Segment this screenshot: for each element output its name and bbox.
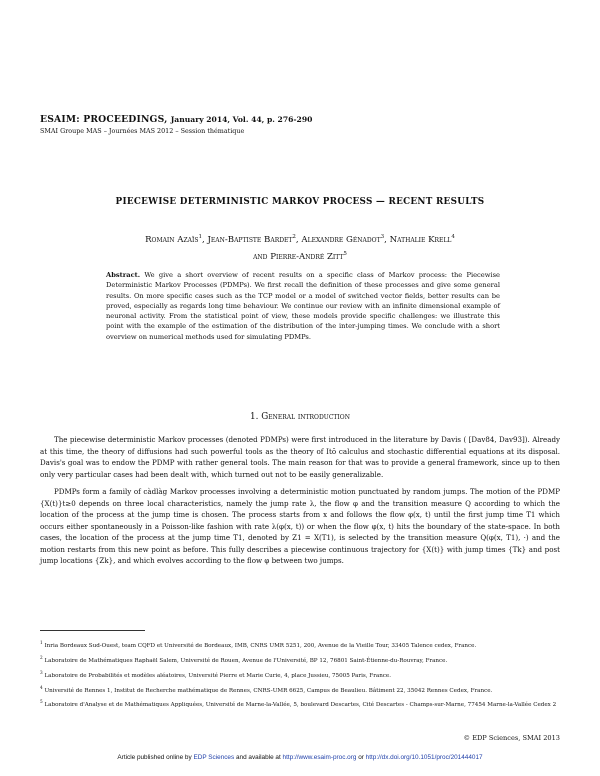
copyright-notice: © EDP Sciences, SMAI 2013	[463, 734, 560, 742]
journal-subline: SMAI Groupe MAS – Journées MAS 2012 – Session thématique	[40, 127, 245, 135]
footnote-text: Laboratoire de Mathématiques Raphaël Salem, Université de Rouen, Avenue de l'Université, BP 12, 76801 Saint-Étienne-du-Rouvray, France.	[44, 657, 448, 664]
author-name: Nathalie Krell	[389, 234, 452, 245]
paragraph-text: PDMPs form a family of càdlàg Markov processes involving a deterministic motion punctuated by random jumps. The motion of the PDMP {X(t)}t≥0 depends on three local characteristics, namely the jump rate λ, the flow φ and the transition measure Q according to which the location of the process at the jump time is chosen. The process starts from x and follows the flow φ(x, t) until the first jump time T1 which occurs either spontaneously in a Poisson-like fashion with rate λ(φ(x, t)) or when the flow φ(x, t) hits the boundary of the state-space. In both cases, the location of the process at the jump time T1, denoted by Z1 = X(T1), is selected by the transition measure Q(φ(x, T1), ·) and the motion restarts from this new point as before. This fully describes a piecewise continuous trajectory for {X(t)} with jump times {Tk} and post jump locations {Zk}, and which evolves according to the flow φ between two jumps.	[40, 487, 560, 565]
author-affiliation-mark: 2	[292, 234, 296, 240]
footer-middle: and available at	[235, 754, 281, 761]
footnote	[40, 668, 560, 681]
journal-name: ESAIM: PROCEEDINGS,	[40, 114, 168, 125]
footnote-mark: 1	[40, 640, 43, 645]
footnote-divider	[40, 630, 145, 631]
paragraph-text: The piecewise deterministic Markov processes (denoted PDMPs) were first introduced in the literature by Davis ( [Dav84, Dav93]). Already at this time, the theory of diffusions had such powerful tools as the theory of Itō calculus and stochastic differential equations at its disposal. Davis's goal was to endow the PDMP with rather general tools. The main reason for that was to provide a general framework, since up to then only very particular cases had been dealt with, which turned out not to be easily generalizable.	[40, 435, 560, 479]
author-affiliation-mark: 3	[380, 234, 385, 240]
footnote-text: Inria Bordeaux Sud-Ouest, team CQFD et Université de Bordeaux, IMB, CNRS UMR 5251, 200, Avenue de la Vieille Tour, 33405 Talence cedex, France.	[44, 642, 477, 649]
footnotes	[40, 638, 560, 712]
body-paragraph	[40, 434, 560, 480]
author-list: Romain Azaïs$^1$, Jean-Baptiste Bardet$^2$, Alexandre Génadot$^3$, Nathalie Krell$^4$ and Pierre-André Zitt$^5$	[145, 234, 455, 262]
footnote-mark: 5	[40, 699, 43, 705]
section-heading: 1. General introduction	[250, 412, 350, 422]
footnote-text: Laboratoire de Probabilités et modèles aléatoires, Université Pierre et Marie Curie, 4, place Jussieu, 75005 Paris, France.	[44, 672, 392, 679]
journal-header	[40, 114, 312, 125]
footnote-mark: 4	[40, 684, 43, 690]
author-affiliation-mark: 4	[451, 234, 455, 240]
paper-title: PIECEWISE DETERMINISTIC MARKOV PROCESS — RECENT RESULTS	[115, 197, 485, 207]
abstract-text: We give a short overview of recent results on a specific class of Markov process: the Piecewise Deterministic Markov Processes (PDMPs). We first recall the definition of these processes and give some general results. On more specific cases such as the TCP model or a model of switched vector fields, better results can be proved, especially as regards long time behaviour. We continue our review with an infinite dimensional example of neuronal activity. From the statistical point of view, these models provide specific challenges: we illustrate this point with the example of the estimation of the distribution of the inter-jumping times. We conclude with a short overview on numerical methods used for simulating PDMPs.	[106, 271, 500, 341]
abstract	[106, 270, 500, 342]
abstract-label: Abstract.	[106, 271, 141, 279]
body-paragraph	[40, 486, 560, 567]
publication-footer	[40, 754, 560, 761]
footer-prefix: Article published online by	[117, 754, 192, 761]
footer-or: or	[358, 754, 364, 761]
author-name: Jean-Baptiste Bardet	[207, 234, 293, 245]
footnote-text: Université de Rennes 1, Institut de Recherche mathématique de Rennes, CNRS-UMR 6625, Campus de Beaulieu. Bâtiment 22, 35042 Rennes Cedex, France.	[44, 687, 493, 694]
author-name: Alexandre Génadot	[301, 234, 381, 245]
footnote	[40, 653, 560, 666]
footnote	[40, 683, 560, 696]
journal-url-link[interactable]: http://www.esaim-proc.org	[282, 754, 357, 761]
author-affiliation-mark: 1	[198, 234, 202, 240]
footnote-mark: 2	[40, 654, 43, 660]
doi-link[interactable]: http://dx.doi.org/10.1051/proc/201444017	[365, 754, 483, 761]
journal-issue: January 2014, Vol. 44, p. 276-290	[170, 115, 313, 124]
author-name: Romain Azaïs	[145, 234, 199, 245]
footnote	[40, 697, 560, 710]
author-name: and Pierre-André Zitt	[253, 251, 344, 262]
footnote-text: Laboratoire d'Analyse et de Mathématiques Appliquées, Université de Marne-la-Vallée, 5, boulevard Descartes, Cité Descartes - Champs-sur-Marne, 77454 Marne-la-Vallée Cedex 2	[44, 702, 557, 709]
author-affiliation-mark: 5	[343, 250, 347, 257]
publisher-link[interactable]: EDP Sciences	[193, 754, 235, 761]
footnote	[40, 638, 560, 651]
footnote-mark: 3	[40, 669, 43, 675]
